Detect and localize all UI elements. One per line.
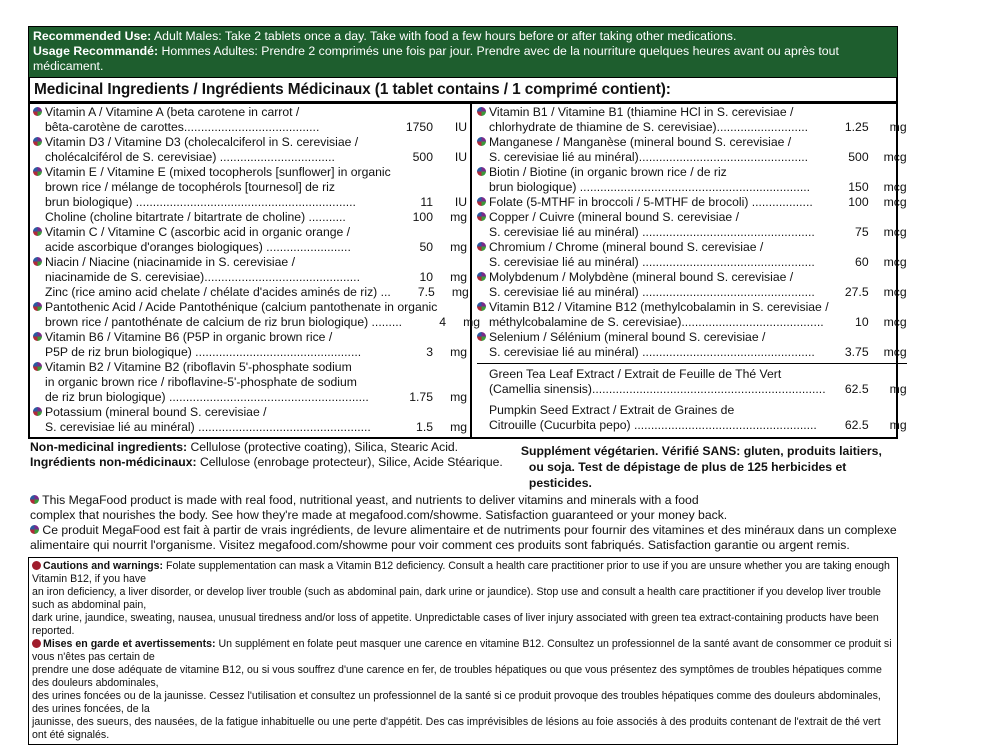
ingredient-row: [33, 225, 467, 240]
ingredient-amount: 500: [848, 150, 869, 164]
ingredient-row: [33, 360, 467, 375]
ingredient-text: Choline (choline bitartrate / bitartrate de choline) ...........: [45, 210, 346, 224]
ingredient-row: [33, 390, 467, 405]
caution-en-label: Cautions and warnings:: [43, 560, 164, 572]
ingredient-row: [477, 120, 907, 135]
ingredient-text: Chromium / Chrome (mineral bound S. cerevisiae /: [489, 240, 764, 254]
ingredient-text: méthylcobalamine de S. cerevisiae)..........................................: [489, 315, 824, 329]
usage-fr-text: Hommes Adultes: Prendre 2 comprimés une fois par jour. Prendre avec de la nourriture quelques heures avant ou après tout médicament.: [33, 44, 839, 73]
ingredient-row: [33, 300, 467, 315]
ingredient-row: [33, 105, 467, 120]
ingredient-text: Green Tea Leaf Extract / Extrait de Feuille de Thé Vert: [489, 367, 782, 381]
ingredient-amount: 11: [420, 195, 433, 209]
ingredient-text: S. cerevisiae lié au minéral) ...................................................: [489, 285, 815, 299]
ingredient-row: [477, 210, 907, 225]
ingredient-text: Pumpkin Seed Extract / Extrait de Graines de: [489, 403, 735, 417]
usage-fr-label: Usage Recommandé:: [33, 44, 159, 58]
ingredient-unit: mg: [889, 418, 907, 432]
multicolor-dot-icon: [477, 302, 486, 311]
ingredient-unit: mg: [451, 285, 469, 299]
ingredient-text: Vitamin B12 / Vitamine B12 (methylcobalamin in S. cerevisiae /: [489, 300, 829, 314]
ingredient-text: S. cerevisiae lié au minéral) ...................................................: [489, 255, 815, 269]
ingredient-text: Vitamin B1 / Vitamine B1 (thiamine HCl in S. cerevisiae /: [489, 105, 794, 119]
ingredient-text: Vitamin C / Vitamine C (ascorbic acid in organic orange /: [45, 225, 351, 239]
vegetarian-line-2: ou soja. Test de dépistage de plus de 125 herbicides et pesticides.: [528, 460, 847, 490]
multicolor-dot-icon: [33, 137, 42, 146]
ingredient-text: S. cerevisiae lié au minéral) ...................................................: [45, 420, 371, 434]
ingredient-amount: 3.75: [844, 345, 869, 359]
multicolor-dot-icon: [477, 272, 486, 281]
usage-en-label: Recommended Use:: [33, 29, 152, 43]
ingredient-amount: 7.5: [417, 285, 435, 299]
ingredient-row: [33, 255, 467, 270]
right-ingredient-column: [472, 104, 910, 437]
ingredient-amount: 1.5: [416, 420, 433, 434]
caution-en-l2: an iron deficiency, a liver disorder, or develop liver trouble (such as abdominal pain, dark urine or jaundice). Stop use and consult a health care practitioner if you develop liver trouble such as abdominal pain,: [32, 586, 881, 611]
ingredient-text: brun biologique) ....................................................................: [489, 180, 811, 194]
ingredient-amount: 1.25: [844, 120, 869, 134]
caution-fr-l2: prendre une dose adéquate de vitamine B12, ou si vous souffrez d'une carence en fer, de troubles hépatiques ou que vous présentez des symptômes de troubles hépatiques comme des douleurs abdominales,: [32, 664, 882, 689]
ingredient-unit: IU: [454, 120, 467, 134]
ingredient-text: Copper / Cuivre (mineral bound S. cerevisiae /: [489, 210, 739, 224]
ingredient-amount: 150: [848, 180, 869, 194]
multicolor-dot-icon: [477, 197, 486, 206]
ingredient-amount: 62.5: [844, 382, 869, 396]
ingredient-row: [33, 420, 467, 435]
ingredient-unit: mcg: [883, 345, 907, 359]
ingredient-amount: 10: [855, 315, 869, 329]
caution-en-l1: Folate supplementation can mask a Vitamin B12 deficiency. Consult a health care practitioner prior to use if you are unsure whether you are taking enough Vitamin B12, if you have: [32, 560, 890, 585]
multicolor-dot-icon: [30, 495, 39, 504]
ingredient-text: (Camellia sinensis).....................................................................: [489, 382, 826, 396]
ingredient-unit: mcg: [883, 225, 907, 239]
ingredient-text: Pantothenic Acid / Acide Pantothénique (calcium pantothenate in organic: [45, 300, 438, 314]
ingredient-amount: 100: [848, 195, 869, 209]
ingredient-text: Niacin / Niacine (niacinamide in S. cerevisiae /: [45, 255, 295, 269]
promo-en-1: This MegaFood product is made with real food, nutritional yeast, and nutrients to deliver vitamins and minerals with a food: [42, 493, 699, 507]
caution-fr-l3: des urines foncées ou de la jaunisse. Cessez l'utilisation et consultez un professionnel de la santé si ce produit provoque des troubles hépatiques comme des douleurs abdominales, des urines foncées, de la: [32, 690, 881, 715]
ingredient-row: [477, 240, 907, 255]
ingredient-amount: 62.5: [844, 418, 869, 432]
ingredient-row: [33, 210, 467, 225]
ingredient-text: S. cerevisiae lié au minéral) ...................................................: [489, 225, 815, 239]
multicolor-dot-icon: [33, 407, 42, 416]
multicolor-dot-icon: [477, 212, 486, 221]
ingredient-text: Potassium (mineral bound S. cerevisiae /: [45, 405, 267, 419]
multicolor-dot-icon: [33, 227, 42, 236]
nonmed-fr-label: Ingrédients non-médicinaux:: [30, 455, 197, 469]
ingredient-amount: 10: [419, 270, 433, 284]
ingredient-text: brun biologique) .................................................................: [45, 195, 356, 209]
ingredient-row: [33, 165, 467, 180]
ingredient-text: Selenium / Sélénium (mineral bound S. cerevisiae /: [489, 330, 766, 344]
caution-fr-l4: jaunisse, des sueurs, des nausées, de la fatigue inhabituelle ou une perte d'appétit. Des cas imprévisibles de lésions au foie associés à des produits contenant de l'extrait de thé vert ont été signalés.: [32, 716, 881, 741]
ingredient-unit: mcg: [883, 315, 907, 329]
non-medicinal-section: [28, 439, 898, 491]
ingredient-row: [477, 180, 907, 195]
ingredient-unit: IU: [454, 195, 467, 209]
multicolor-dot-icon: [477, 167, 486, 176]
ingredient-row: [477, 345, 907, 360]
ingredient-text: S. cerevisiae lié au minéral) ...................................................: [489, 345, 815, 359]
ingredient-row: [477, 330, 907, 345]
ingredient-text: chlorhydrate de thiamine de S. cerevisiae)...........................: [489, 120, 809, 134]
ingredient-row: [33, 345, 467, 360]
ingredient-amount: 4: [439, 315, 447, 329]
ingredient-text: Vitamin B2 / Vitamine B2 (riboflavin 5'-phosphate sodium: [45, 360, 352, 374]
multicolor-dot-icon: [33, 107, 42, 116]
ingredient-row: [477, 363, 907, 382]
ingredient-amount: 3: [426, 345, 433, 359]
ingredient-text: niacinamide de S. cerevisiae)..............................................: [45, 270, 360, 284]
ingredient-row: [477, 195, 907, 210]
ingredient-text: Molybdenum / Molybdène (mineral bound S. cerevisiae /: [489, 270, 794, 284]
ingredient-text: Citrouille (Cucurbita pepo) ......................................................: [489, 418, 817, 432]
ingredient-text: Folate (5-MTHF in broccoli / 5-MTHF de brocoli) ..................: [489, 195, 813, 209]
ingredient-unit: mg: [450, 345, 467, 359]
multicolor-dot-icon: [477, 137, 486, 146]
ingredient-text: Vitamin D3 / Vitamine D3 (cholecalciferol in S. cerevisiae /: [45, 135, 359, 149]
red-dot-icon: [32, 639, 41, 648]
promo-text: [28, 492, 898, 553]
multicolor-dot-icon: [477, 332, 486, 341]
vegetarian-line-1: Supplément végétarien. Vérifié SANS: gluten, produits laitiers,: [520, 444, 882, 458]
ingredient-row: [477, 315, 907, 330]
red-dot-icon: [32, 561, 41, 570]
ingredient-unit: mcg: [883, 180, 907, 194]
ingredient-row: [33, 330, 467, 345]
caution-en-l3: dark urine, jaundice, sweating, nausea, unusual tiredness and/or loss of appetite. Unpredictable cases of liver injury associated with green tea extract-containing products have been reported.: [32, 612, 879, 637]
ingredient-row: [477, 105, 907, 120]
ingredient-row: [477, 300, 907, 315]
multicolor-dot-icon: [477, 107, 486, 116]
ingredient-row: [477, 403, 907, 418]
multicolor-dot-icon: [33, 302, 42, 311]
ingredient-amount: 75: [855, 225, 869, 239]
ingredient-row: [477, 382, 907, 397]
ingredient-amount: 27.5: [844, 285, 869, 299]
ingredient-text: brown rice / mélange de tocophérols [tournesol] de riz: [45, 180, 335, 194]
ingredient-unit: IU: [454, 150, 467, 164]
usage-en-text: Adult Males: Take 2 tablets once a day. Take with food a few hours before or after taking other medications.: [151, 29, 737, 43]
multicolor-dot-icon: [477, 242, 486, 251]
ingredient-row: [33, 285, 467, 300]
ingredient-unit: mcg: [883, 285, 907, 299]
ingredient-amount: 1750: [405, 120, 433, 134]
ingredient-unit: mcg: [883, 195, 907, 209]
ingredient-unit: mg: [463, 315, 481, 329]
ingredient-row: [477, 165, 907, 180]
ingredient-unit: mcg: [883, 150, 907, 164]
ingredient-row: [477, 285, 907, 300]
ingredient-unit: mg: [450, 240, 467, 254]
supplement-label: [28, 26, 907, 745]
ingredient-row: [477, 150, 907, 165]
ingredient-text: Manganese / Manganèse (mineral bound S. cerevisiae /: [489, 135, 792, 149]
ingredient-amount: 500: [412, 150, 433, 164]
ingredient-text: acide ascorbique d'oranges biologiques) .........................: [45, 240, 351, 254]
ingredient-row: [33, 270, 467, 285]
ingredient-amount: 60: [855, 255, 869, 269]
ingredient-unit: mg: [450, 270, 467, 284]
nonmed-en-label: Non-medicinal ingredients:: [30, 440, 188, 454]
caution-fr-l1: Un supplément en folate peut masquer une carence en vitamine B12. Consultez un professionnel de la santé avant de consommer ce produit si vous n'êtes pas certain de: [32, 638, 892, 663]
multicolor-dot-icon: [33, 362, 42, 371]
multicolor-dot-icon: [30, 525, 39, 534]
ingredient-text: cholécalciférol de S. cerevisiae) ..................................: [45, 150, 335, 164]
ingredient-row: [33, 120, 467, 135]
nonmed-fr-text: Cellulose (enrobage protecteur), Silice, Acide Stéarique.: [196, 455, 503, 469]
ingredient-row: [33, 150, 467, 165]
ingredient-row: [477, 255, 907, 270]
ingredient-text: Vitamin B6 / Vitamine B6 (P5P in organic brown rice /: [45, 330, 333, 344]
ingredient-text: S. cerevisiae lié au minéral)..................................................: [489, 150, 808, 164]
multicolor-dot-icon: [33, 332, 42, 341]
ingredient-text: P5P de riz brun biologique) .................................................: [45, 345, 362, 359]
ingredient-row: [477, 225, 907, 240]
ingredient-row: [33, 375, 467, 390]
ingredient-row: [33, 240, 467, 255]
ingredient-text: bêta-carotène de carottes........................................: [45, 120, 320, 134]
ingredient-unit: mg: [450, 210, 467, 224]
ingredient-row: [33, 135, 467, 150]
ingredient-row: [33, 195, 467, 210]
nonmed-en-text: Cellulose (protective coating), Silica, Stearic Acid.: [187, 440, 459, 454]
ingredient-amount: 1.75: [409, 390, 433, 404]
ingredient-unit: mcg: [883, 255, 907, 269]
multicolor-dot-icon: [33, 167, 42, 176]
ingredient-unit: mg: [889, 120, 907, 134]
usage-banner: [28, 26, 898, 78]
ingredients-header: Medicinal Ingredients / Ingrédients Médicinaux (1 tablet contains / 1 comprimé contient):: [30, 78, 896, 104]
promo-fr-2: alimentaire qui nourrit l'organisme. Visitez megafood.com/showme pour voir comment ces produits sont fabriqués. Satisfaction garantie ou argent remis.: [30, 538, 850, 552]
ingredient-row: [477, 270, 907, 285]
ingredient-amount: 100: [412, 210, 433, 224]
ingredient-row: [477, 135, 907, 150]
promo-en-2: complex that nourishes the body. See how they're made at megafood.com/showme. Satisfaction guaranteed or your money back.: [30, 508, 728, 522]
ingredient-text: Zinc (rice amino acid chelate / chélate d'acides aminés de riz) ...: [45, 285, 391, 299]
ingredient-amount: 50: [419, 240, 433, 254]
ingredient-unit: mg: [889, 382, 907, 396]
ingredient-text: Biotin / Biotine (in organic brown rice / de riz: [489, 165, 727, 179]
ingredient-row: [33, 315, 481, 330]
caution-fr-label: Mises en garde et avertissements:: [43, 638, 216, 650]
ingredient-text: brown rice / pantothénate de calcium de riz brun biologique) .........: [45, 315, 403, 329]
ingredient-unit: mg: [450, 390, 467, 404]
ingredients-box: [28, 78, 907, 439]
promo-fr-1: Ce produit MegaFood est fait à partir de vrais ingrédients, de levure alimentaire et de nutriments pour fournir des vitamines et des minéraux dans un complexe: [42, 523, 897, 537]
ingredient-text: Vitamin A / Vitamine A (beta carotene in carrot /: [45, 105, 300, 119]
ingredient-row: [33, 180, 467, 195]
multicolor-dot-icon: [33, 257, 42, 266]
ingredient-text: de riz brun biologique) ...........................................................: [45, 390, 369, 404]
ingredient-text: in organic brown rice / riboflavine-5'-phosphate de sodium: [45, 375, 357, 389]
ingredient-text: Vitamin E / Vitamine E (mixed tocopherols [sunflower] in organic: [45, 165, 391, 179]
left-ingredient-column: [30, 104, 481, 437]
cautions-box: [28, 557, 898, 745]
extracts-section: [477, 363, 907, 433]
ingredient-row: [477, 418, 907, 433]
ingredient-row: [33, 405, 467, 420]
ingredient-unit: mg: [450, 420, 467, 434]
